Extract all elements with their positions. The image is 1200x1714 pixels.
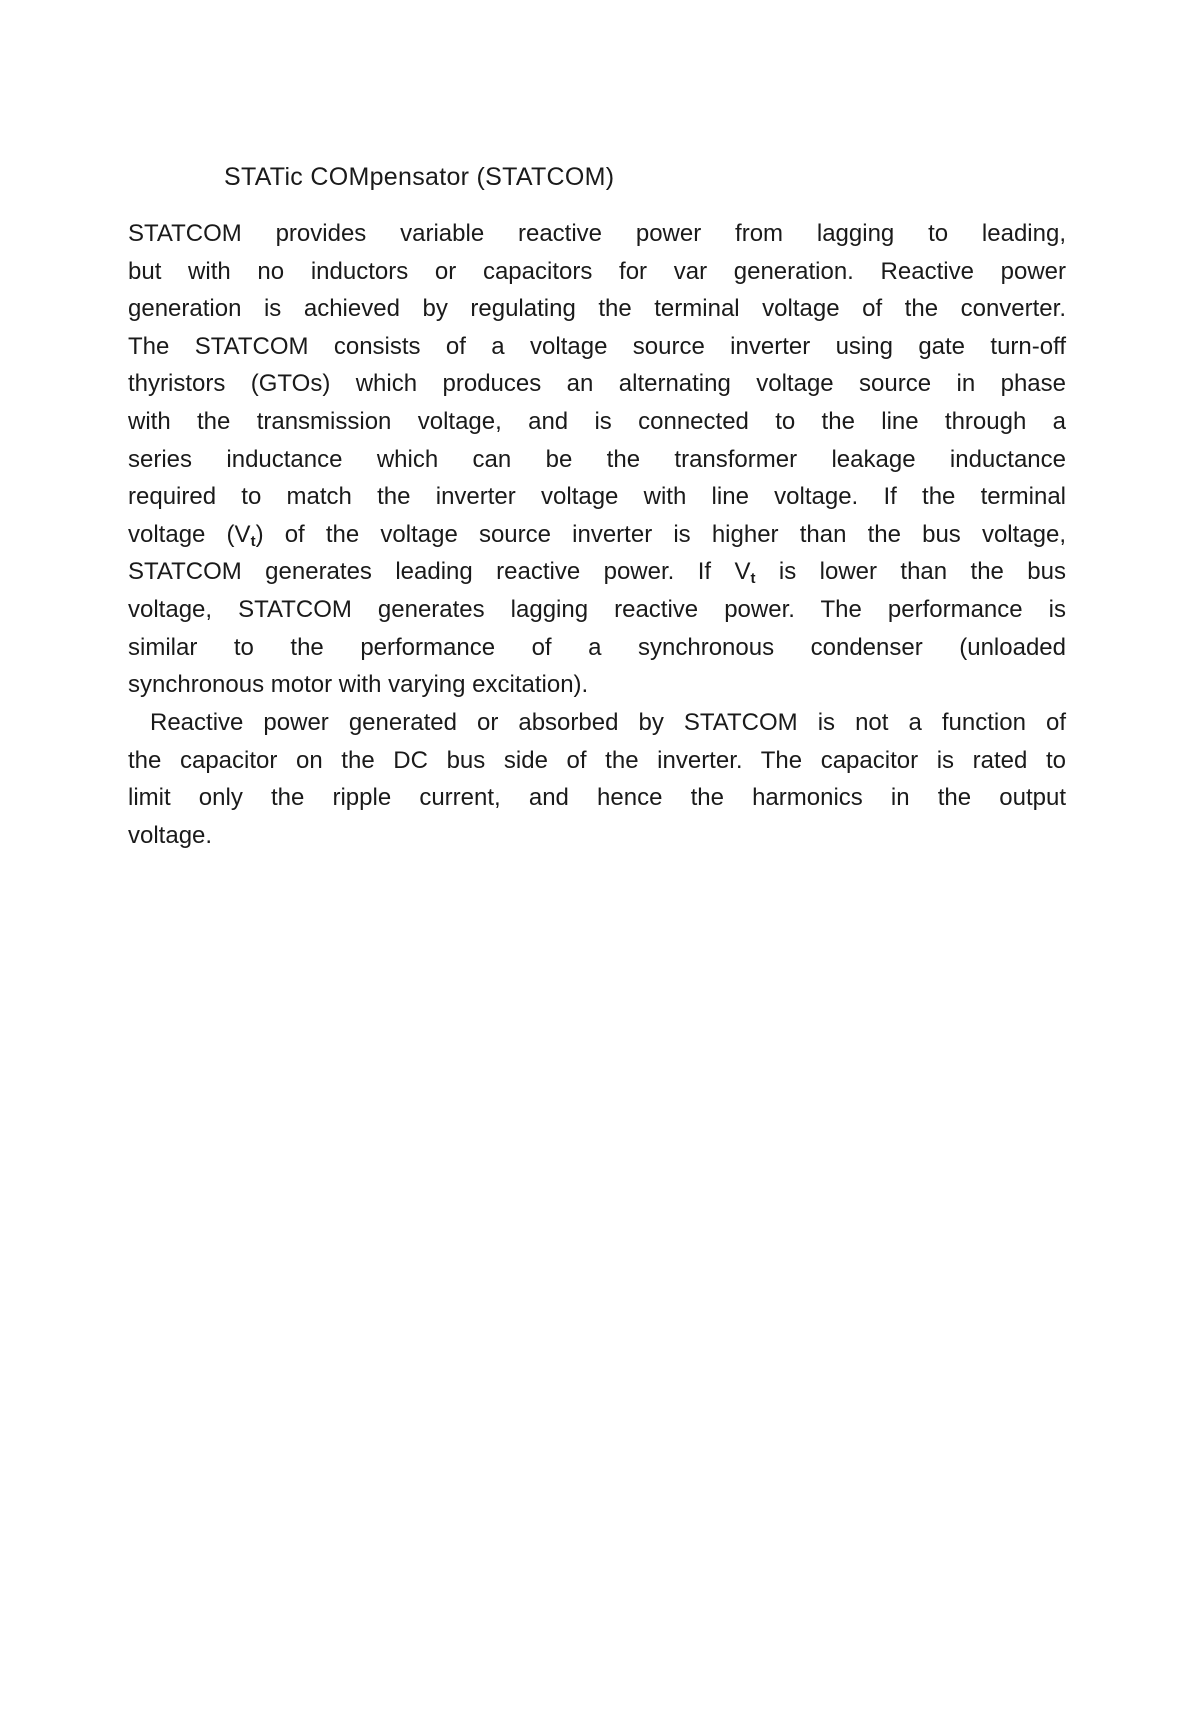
text-fragment: voltage (V xyxy=(128,520,251,548)
paragraph-line: generation is achieved by regulating the terminal voltage of the converter. xyxy=(128,295,1066,323)
paragraph-line: required to match the inverter voltage with line voltage. If the terminal xyxy=(128,483,1066,511)
paragraph-line xyxy=(128,516,1066,554)
paragraph-line: STATCOM provides variable reactive power from lagging to leading, xyxy=(128,220,1066,247)
paragraph-line: thyristors (GTOs) which produces an alternating voltage source in phase xyxy=(128,370,1066,398)
paragraph-line: The STATCOM consists of a voltage source inverter using gate turn-off xyxy=(128,332,1066,360)
paragraph-line xyxy=(128,553,1066,591)
paragraph-line: Reactive power generated or absorbed by STATCOM is not a function of xyxy=(150,709,1066,736)
subscript-t: t xyxy=(750,570,756,588)
paragraph-line: but with no inductors or capacitors for var generation. Reactive power xyxy=(128,257,1066,285)
paragraph-line: the capacitor on the DC bus side of the inverter. The capacitor is rated to xyxy=(128,746,1066,774)
paragraph-capacitor-role xyxy=(128,704,1066,854)
paragraph-line: with the transmission voltage, and is connected to the line through a xyxy=(128,407,1066,435)
paragraph-line: voltage. xyxy=(128,821,213,849)
subscript-t: t xyxy=(250,532,256,550)
document-title: STATic COMpensator (STATCOM) xyxy=(224,163,615,191)
paragraph-line: voltage, STATCOM generates lagging reactive power. The performance is xyxy=(128,595,1066,623)
paragraph-line: synchronous motor with varying excitation). xyxy=(128,671,589,699)
paragraph-line: series inductance which can be the transformer leakage inductance xyxy=(128,445,1066,473)
paragraph-statcom-description xyxy=(128,215,1066,704)
text-fragment: ) of the voltage source inverter is higher than the bus voltage, xyxy=(255,520,1067,548)
paragraph-line: limit only the ripple current, and hence the harmonics in the output xyxy=(128,784,1066,812)
paragraph-line: similar to the performance of a synchronous condenser (unloaded xyxy=(128,633,1066,661)
text-fragment: is lower than the bus xyxy=(755,558,1066,586)
text-fragment: STATCOM generates leading reactive power. If V xyxy=(128,558,751,586)
